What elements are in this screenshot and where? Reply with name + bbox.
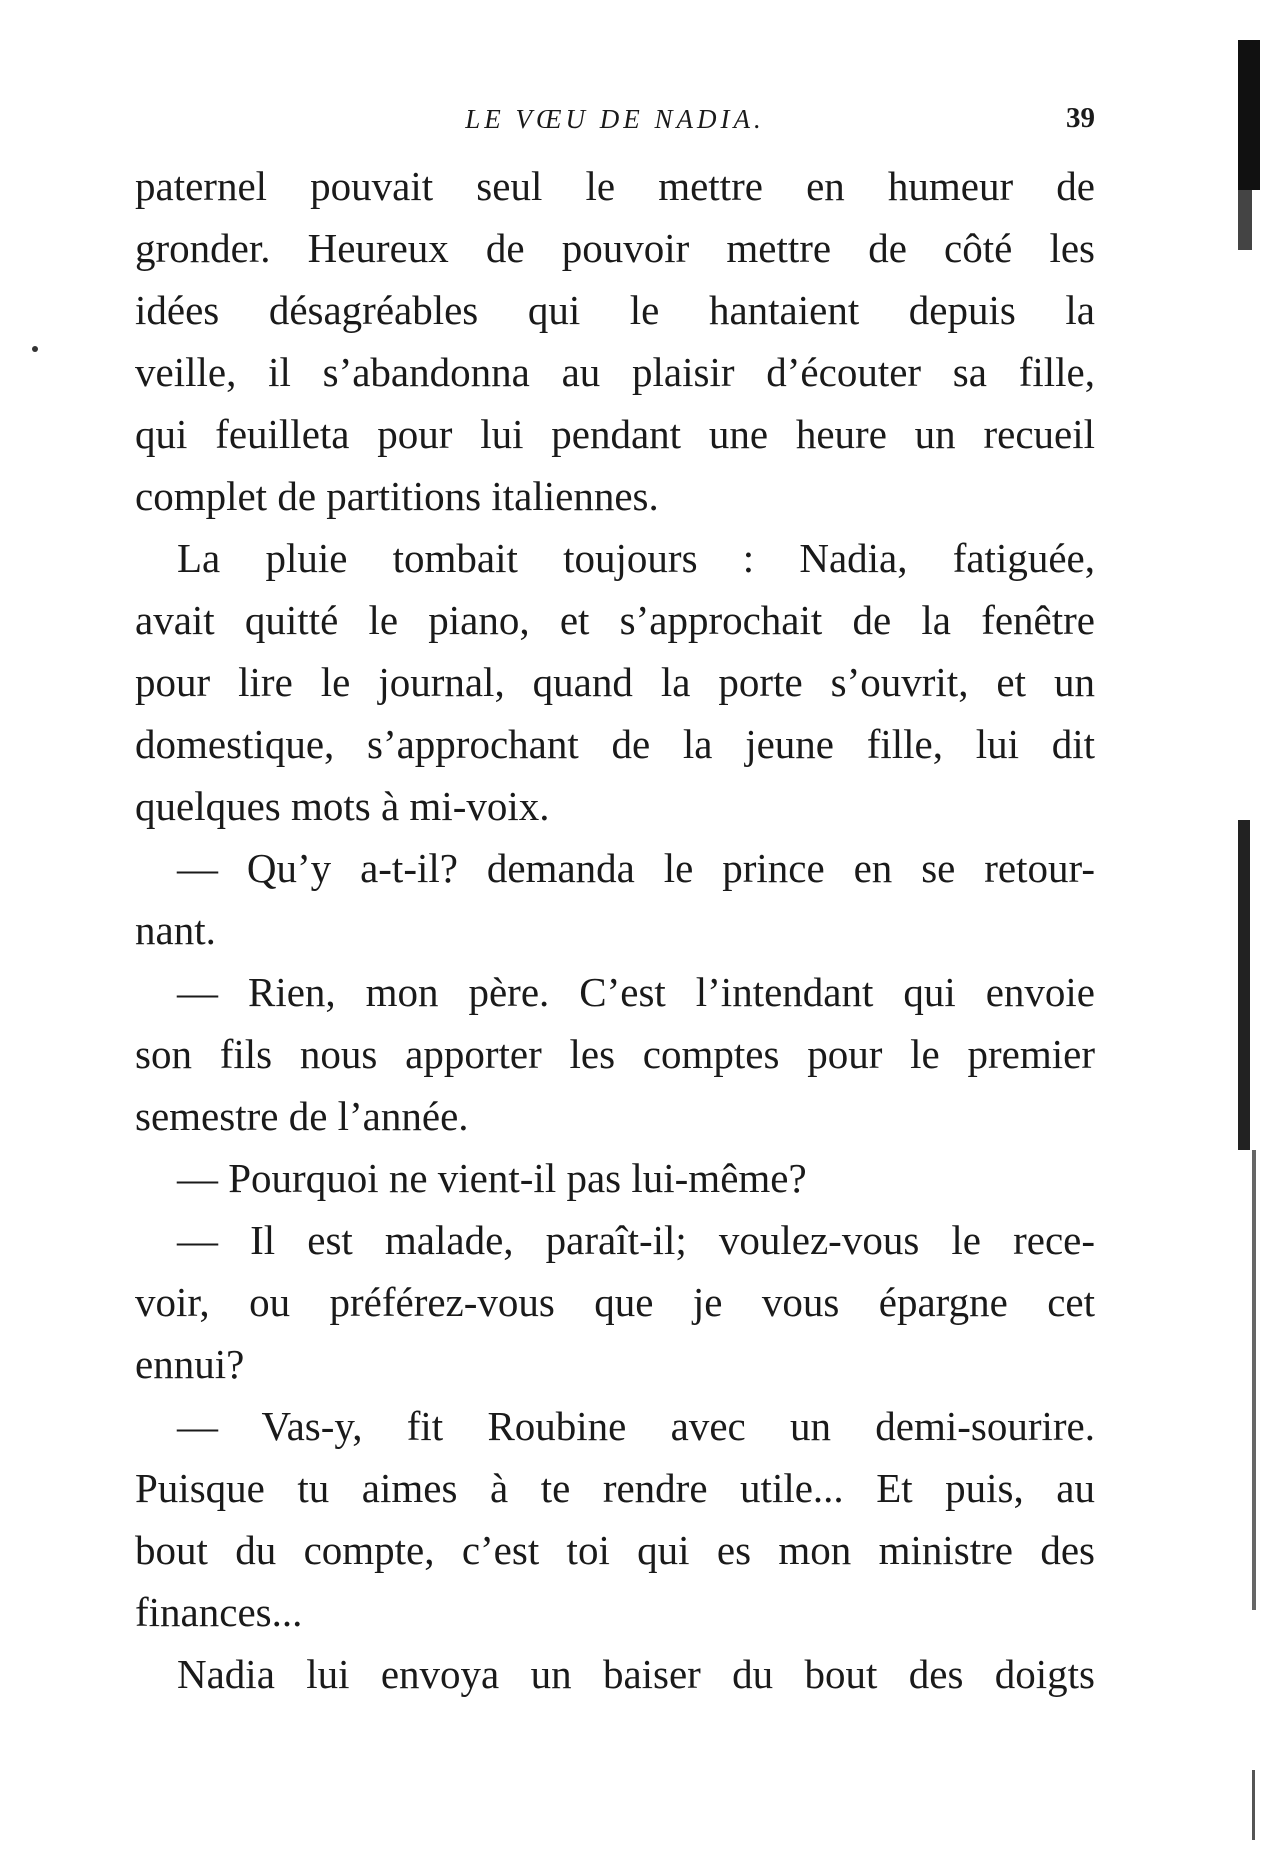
text-line: — Qu’y a-t-il? demanda le prince en se retour-	[177, 845, 1095, 891]
text-line: quelques mots à mi-voix.	[135, 783, 550, 829]
ink-speck	[32, 346, 38, 352]
text-line: finances...	[135, 1589, 303, 1635]
text-line: — Rien, mon père. C’est l’intendant qui envoie	[177, 969, 1095, 1015]
text-line: gronder. Heureux de pouvoir mettre de côté les	[135, 225, 1095, 271]
text-line: pour lire le journal, quand la porte s’ouvrit, et un	[135, 659, 1095, 705]
text-line: — Il est malade, paraît-il; voulez-vous le rece-	[177, 1217, 1095, 1263]
paragraph	[135, 1395, 1095, 1643]
text-line: idées désagréables qui le hantaient depuis la	[135, 287, 1095, 333]
text-line: avait quitté le piano, et s’approchait de la fenêtre	[135, 597, 1095, 643]
text-line: veille, il s’abandonna au plaisir d’écouter sa fille,	[135, 349, 1095, 395]
paragraph	[135, 155, 1095, 527]
text-line: — Pourquoi ne vient-il pas lui-même?	[177, 1155, 807, 1201]
page-edge-shadow	[1252, 1150, 1256, 1610]
page-edge-shadow	[1238, 820, 1250, 1150]
text-line: ennui?	[135, 1341, 245, 1387]
paragraph	[135, 1147, 1095, 1209]
text-line: qui feuilleta pour lui pendant une heure un recueil	[135, 411, 1095, 457]
text-line: paternel pouvait seul le mettre en humeur de	[135, 163, 1095, 209]
text-line: Nadia lui envoya un baiser du bout des doigts	[177, 1651, 1095, 1697]
paragraph	[135, 1643, 1095, 1705]
page-edge-shadow	[1238, 190, 1252, 250]
text-line: — Vas-y, fit Roubine avec un demi-sourire.	[177, 1403, 1095, 1449]
running-title: LE VŒU DE NADIA.	[465, 104, 765, 134]
text-line: domestique, s’approchant de la jeune fille, lui dit	[135, 721, 1095, 767]
paragraph	[135, 527, 1095, 837]
paragraph	[135, 837, 1095, 961]
page-number: 39	[1066, 102, 1095, 134]
page-edge-shadow	[1238, 40, 1260, 190]
paragraph	[135, 1209, 1095, 1395]
body-text	[135, 155, 1095, 1705]
text-line: son fils nous apporter les comptes pour le premier	[135, 1031, 1095, 1077]
text-line: voir, ou préférez-vous que je vous épargne cet	[135, 1279, 1095, 1325]
text-line: bout du compte, c’est toi qui es mon ministre des	[135, 1527, 1095, 1573]
text-line: complet de partitions italiennes.	[135, 473, 659, 519]
text-line: Puisque tu aimes à te rendre utile... Et puis, au	[135, 1465, 1095, 1511]
page-edge-shadow	[1252, 1770, 1255, 1840]
text-line: semestre de l’année.	[135, 1093, 469, 1139]
text-line: nant.	[135, 907, 216, 953]
page-header	[135, 100, 1095, 140]
paragraph	[135, 961, 1095, 1147]
text-line: La pluie tombait toujours : Nadia, fatiguée,	[177, 535, 1095, 581]
